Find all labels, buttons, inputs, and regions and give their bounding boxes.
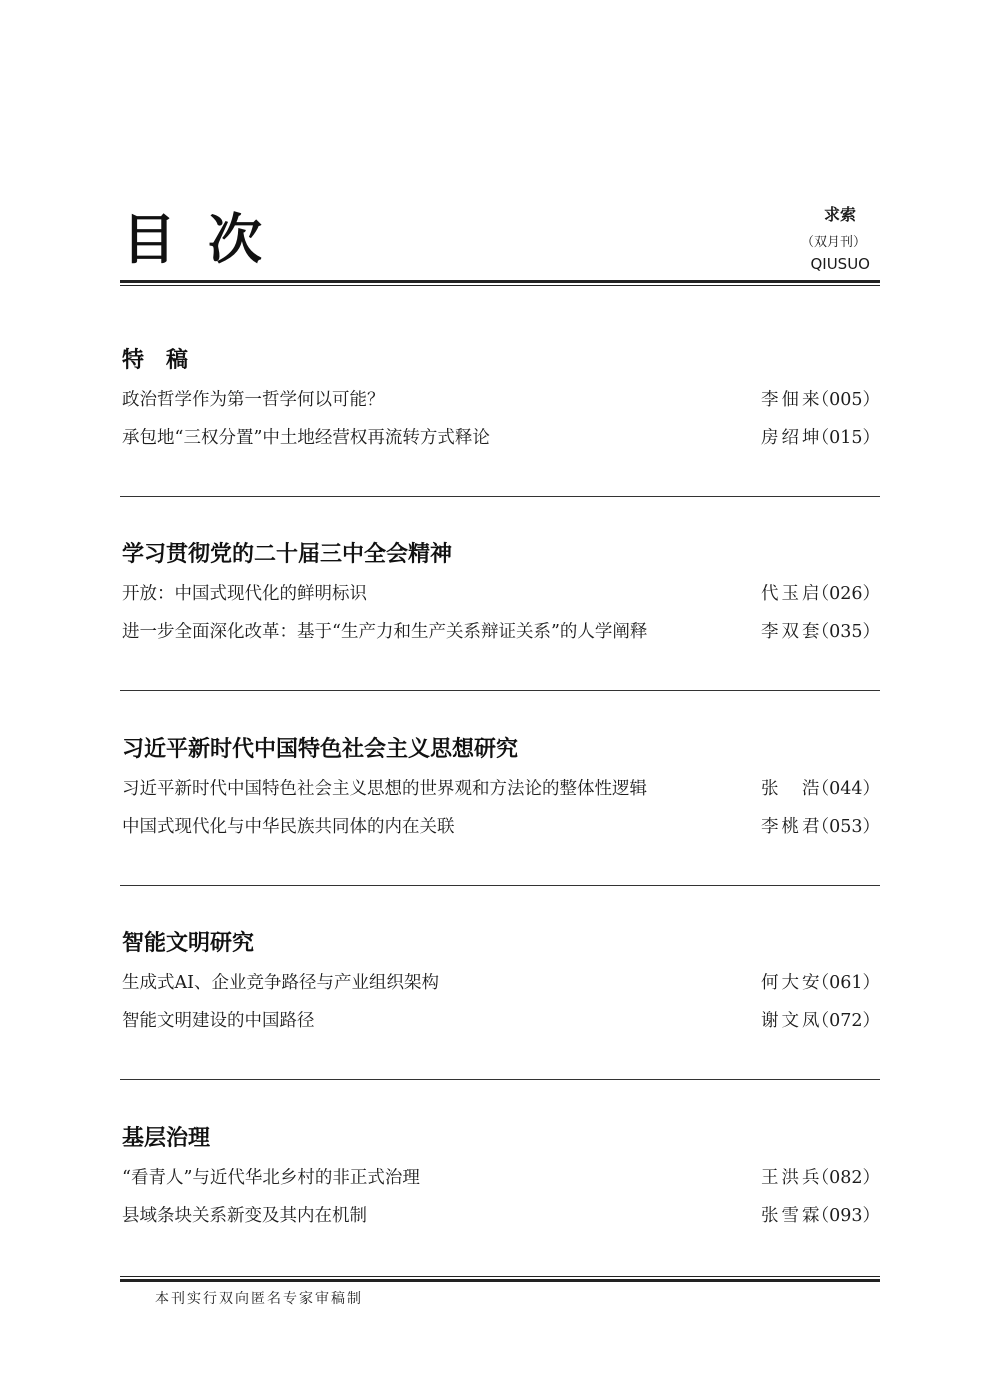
toc-entry[interactable] (120, 1164, 880, 1192)
article-author: 张 浩 (761, 779, 823, 799)
article-author: 何大安 (761, 973, 823, 993)
section-title: 基层治理 (122, 1126, 211, 1151)
toc-entry[interactable] (120, 1202, 880, 1230)
toc-entry[interactable] (120, 969, 880, 997)
toc-entry[interactable] (120, 813, 880, 841)
toc-entry[interactable] (120, 618, 880, 646)
toc-entry[interactable] (120, 386, 880, 414)
page-title: 目次 (122, 208, 294, 271)
magazine-frequency: （双月刊） (800, 235, 866, 250)
article-page: （015） (811, 428, 880, 448)
footer-divider (120, 1276, 880, 1282)
article-author: 代玉启 (761, 584, 823, 604)
article-author: 房绍坤 (761, 428, 823, 448)
article-title: 政治哲学作为第一哲学何以可能？ (122, 390, 385, 410)
article-page: （044） (811, 779, 880, 799)
section-title: 学习贯彻党的二十届三中全会精神 (122, 542, 453, 567)
article-author: 李桃君 (761, 817, 823, 837)
section-divider (120, 496, 880, 497)
section-divider (120, 885, 880, 886)
article-title: 进一步全面深化改革：基于“生产力和生产关系辩证关系”的人学阐释 (122, 622, 648, 642)
toc-entry[interactable] (120, 580, 880, 608)
article-title: 中国式现代化与中华民族共同体的内在关联 (122, 817, 455, 837)
article-author: 张雪霖 (761, 1206, 823, 1226)
article-title: “看青人”与近代华北乡村的非正式治理 (122, 1168, 420, 1188)
toc-entry[interactable] (120, 424, 880, 452)
article-author: 李双套 (761, 622, 823, 642)
article-page: （035） (811, 622, 880, 642)
article-title: 智能文明建设的中国路径 (122, 1011, 315, 1031)
article-title: 承包地“三权分置”中土地经营权再流转方式释论 (122, 428, 490, 448)
magazine-latin-name: QIUSUO (810, 255, 870, 273)
article-page: （061） (811, 973, 880, 993)
section-title: 习近平新时代中国特色社会主义思想研究 (122, 737, 519, 762)
article-page: （072） (811, 1011, 880, 1031)
article-title: 习近平新时代中国特色社会主义思想的世界观和方法论的整体性逻辑 (122, 779, 647, 799)
footer-note: 本刊实行双向匿名专家审稿制 (155, 1291, 363, 1307)
article-title: 开放：中国式现代化的鲜明标识 (122, 584, 367, 604)
article-page: （093） (811, 1206, 880, 1226)
header-divider (120, 280, 880, 286)
section-title: 特 稿 (122, 348, 189, 373)
magazine-name: 求索 (823, 205, 856, 224)
article-author: 王洪兵 (761, 1168, 823, 1188)
article-page: （005） (811, 390, 880, 410)
section-divider (120, 690, 880, 691)
section-title: 智能文明研究 (122, 931, 255, 956)
article-title: 生成式AI、企业竞争路径与产业组织架构 (122, 973, 440, 993)
article-page: （026） (811, 584, 880, 604)
article-author: 李佃来 (761, 390, 823, 410)
article-author: 谢文凤 (761, 1011, 823, 1031)
article-page: （053） (811, 817, 880, 837)
toc-entry[interactable] (120, 775, 880, 803)
article-title: 县域条块关系新变及其内在机制 (122, 1206, 367, 1226)
section-divider (120, 1079, 880, 1080)
toc-entry[interactable] (120, 1007, 880, 1035)
article-page: （082） (811, 1168, 880, 1188)
